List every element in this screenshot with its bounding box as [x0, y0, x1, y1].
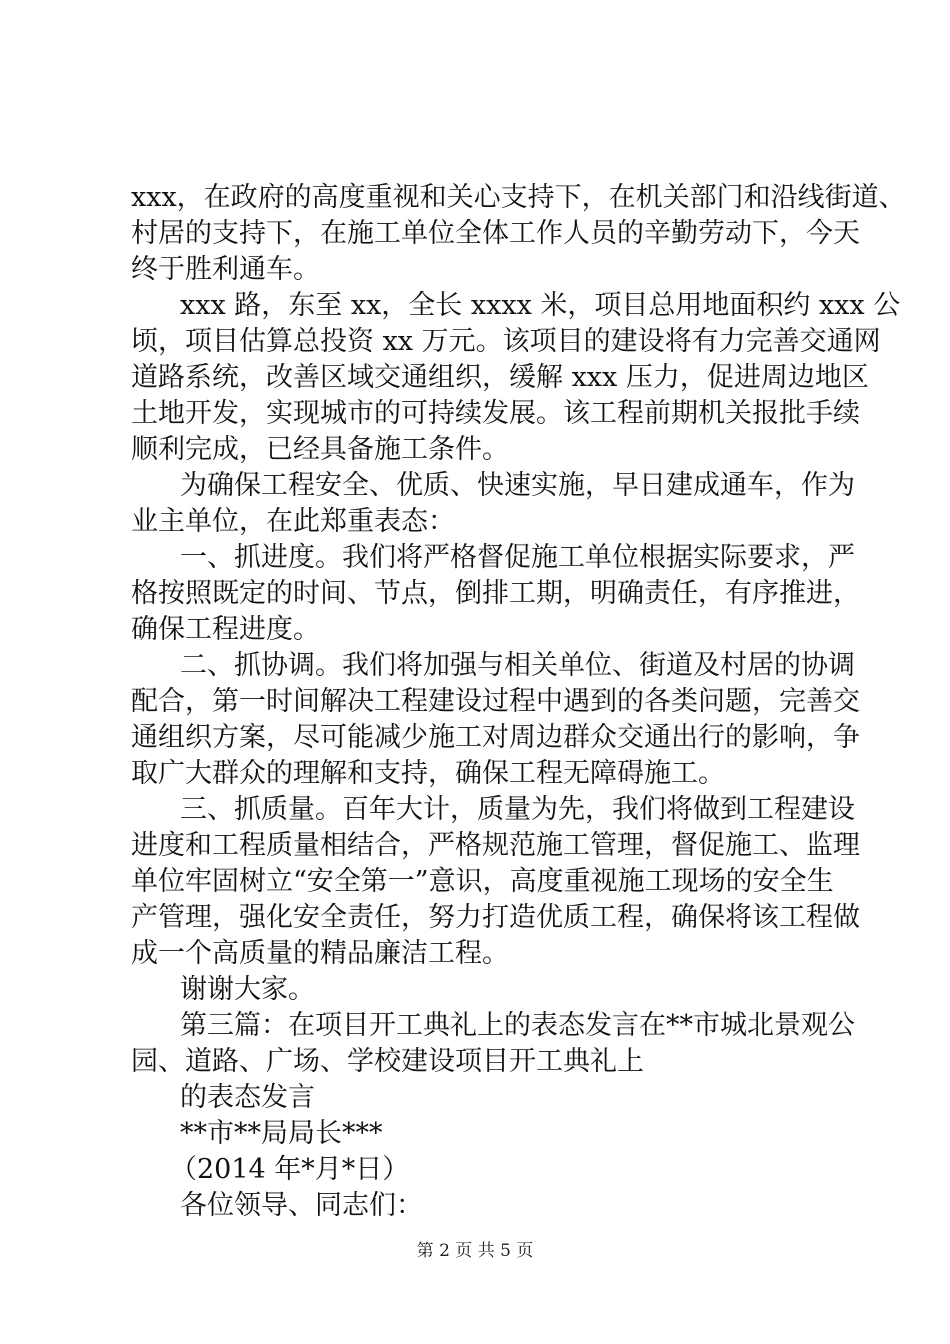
text-line: 确保工程进度。 — [131, 614, 320, 645]
text-line: 终于胜利通车。 — [131, 254, 320, 285]
text-line: 单位牢固树立“安全第一”意识，高度重视施工现场的安全生 — [131, 866, 834, 897]
text-line: 顷，项目估算总投资 xx 万元。该项目的建设将有力完善交通网 — [131, 326, 881, 357]
section-heading-line: 的表态发言 — [180, 1082, 315, 1113]
text-line: 通组织方案，尽可能减少施工对周边群众交通出行的影响，争 — [131, 722, 860, 753]
text-line: 道路系统，改善区域交通组织，缓解 xxx 压力，促进周边地区 — [131, 362, 869, 393]
text-line: xxx，在政府的高度重视和关心支持下，在机关部门和沿线街道、 — [131, 182, 906, 213]
text-line: 为确保工程安全、优质、快速实施，早日建成通车，作为 — [180, 470, 855, 501]
section-heading-line: 园、道路、广场、学校建设项目开工典礼上 — [131, 1046, 644, 1077]
text-line: 成一个高质量的精品廉洁工程。 — [131, 938, 509, 969]
text-line: 进度和工程质量相结合，严格规范施工管理，督促施工、监理 — [131, 830, 860, 861]
text-line: 一、抓进度。我们将严格督促施工单位根据实际要求，严 — [180, 542, 855, 573]
text-line: 格按照既定的时间、节点，倒排工期，明确责任，有序推进， — [131, 578, 860, 609]
date-line: （2014 年*月*日） — [170, 1154, 410, 1185]
salutation-line: 各位领导、同志们： — [180, 1190, 423, 1221]
speaker-line: **市**局局长*** — [180, 1118, 383, 1149]
text-line: 业主单位，在此郑重表态： — [131, 506, 455, 537]
text-line: 顺利完成，已经具备施工条件。 — [131, 434, 509, 465]
text-line: 谢谢大家。 — [180, 974, 315, 1005]
text-line: 产管理，强化安全责任，努力打造优质工程，确保将该工程做 — [131, 902, 860, 933]
text-line: 二、抓协调。我们将加强与相关单位、街道及村居的协调 — [180, 650, 855, 681]
page-number-footer: 第 2 页 共 5 页 — [416, 1241, 534, 1261]
text-line: xxx 路，东至 xx，全长 xxxx 米，项目总用地面积约 xxx 公 — [180, 290, 901, 321]
text-line: 村居的支持下，在施工单位全体工作人员的辛勤劳动下，今天 — [131, 218, 860, 249]
text-line: 三、抓质量。百年大计，质量为先，我们将做到工程建设 — [180, 794, 855, 825]
text-line: 土地开发，实现城市的可持续发展。该工程前期机关报批手续 — [131, 398, 860, 429]
text-line: 配合，第一时间解决工程建设过程中遇到的各类问题，完善交 — [131, 686, 860, 717]
section-heading-line: 第三篇：在项目开工典礼上的表态发言在**市城北景观公 — [180, 1010, 855, 1041]
text-line: 取广大群众的理解和支持，确保工程无障碍施工。 — [131, 758, 725, 789]
